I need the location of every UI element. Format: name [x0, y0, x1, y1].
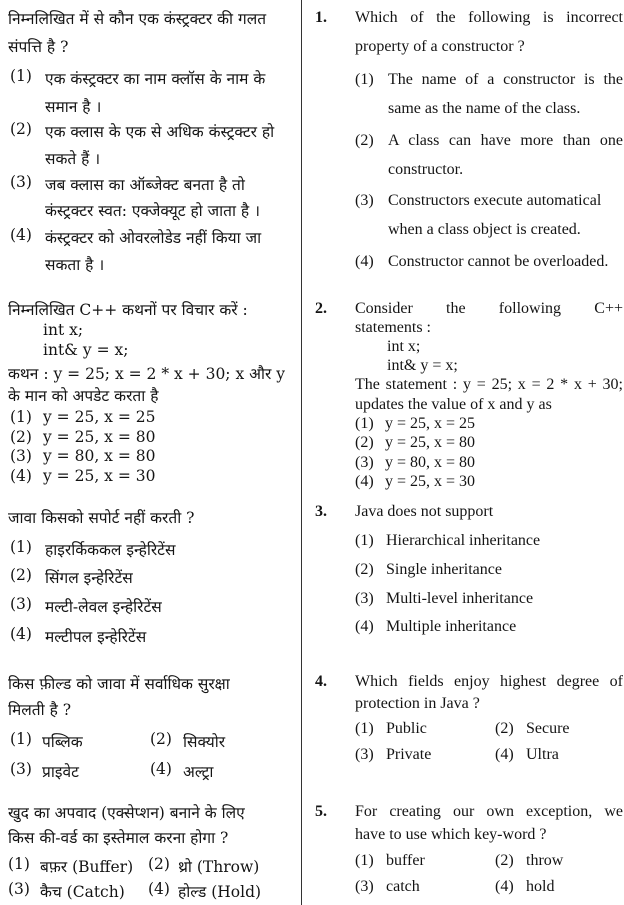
- question-stem-line: protection in Java ?: [355, 695, 480, 712]
- option-text: कंस्ट्रक्टर को ओवरलोडेड नहीं किया जा: [45, 229, 262, 247]
- option-number: (2): [495, 852, 514, 869]
- option-text: Single inheritance: [386, 561, 502, 578]
- option-number: (4): [495, 878, 514, 895]
- code-line: int& y = x;: [387, 357, 458, 374]
- question-stem-line: मिलती है ?: [8, 701, 72, 719]
- option-number: (1): [10, 67, 32, 85]
- option-text: A class can have more than one: [388, 132, 623, 149]
- option-text: जब क्लास का ऑब्जेक्ट बनता है तो: [45, 176, 245, 194]
- option-number: (2): [355, 561, 374, 578]
- option-text: Private: [386, 746, 432, 763]
- option-text: Ultra: [526, 746, 559, 763]
- option-text: Multiple inheritance: [386, 618, 517, 635]
- option-number: (1): [10, 730, 32, 748]
- option-number: (1): [355, 415, 374, 432]
- option-number: (3): [355, 590, 374, 607]
- statement-line: The statement : y = 25; x = 2 * x + 30;: [355, 376, 623, 393]
- question-stem-line: खुद का अपवाद (एक्सेप्शन) बनाने के लिए: [8, 804, 245, 822]
- code-line: int& y = x;: [43, 341, 129, 359]
- question-stem-line: Which fields enjoy highest degree of: [355, 673, 623, 690]
- option-text: y = 25, x = 30: [385, 473, 476, 490]
- option-number: (3): [10, 447, 32, 465]
- option-text: थ्रो (Throw): [178, 858, 260, 876]
- option-number: (4): [355, 618, 374, 635]
- option-text: हाइरर्किककल इन्हेरिटेंस: [45, 541, 176, 559]
- option-text: पब्लिक: [42, 733, 83, 751]
- question-stem-line: For creating our own exception, we: [355, 803, 623, 820]
- option-text: बफ़र (Buffer): [40, 858, 134, 876]
- option-number: (1): [355, 852, 374, 869]
- option-number: (1): [10, 408, 32, 426]
- option-number: (3): [8, 880, 30, 898]
- option-number: (4): [10, 226, 32, 244]
- option-text: मल्टीपल इन्हेरिटेंस: [45, 628, 147, 646]
- option-text: hold: [526, 878, 555, 895]
- statement-line: कथन : y = 25; x = 2 * x + 30; x और y: [8, 365, 286, 383]
- question-stem-line: Which of the following is incorrect: [355, 9, 623, 26]
- question-number: 1.: [315, 9, 327, 26]
- option-text: y = 25, x = 25: [385, 415, 476, 432]
- option-number: (4): [10, 625, 32, 643]
- option-text: Secure: [526, 720, 570, 737]
- option-text: सकता है ।: [45, 256, 105, 274]
- option-text: एक कंस्ट्रक्टर का नाम क्लॉस के नाम के: [45, 70, 266, 88]
- option-text: प्राइवेट: [42, 763, 79, 781]
- option-text: समान है ।: [45, 98, 102, 116]
- option-number: (3): [10, 595, 32, 613]
- english-column: [308, 0, 624, 905]
- question-stem-line: किस की-वर्ड का इस्तेमाल करना होगा ?: [8, 829, 229, 847]
- question-number: 5.: [315, 803, 327, 820]
- option-text: अल्ट्रा: [183, 763, 214, 781]
- option-text: constructor.: [388, 161, 464, 178]
- question-stem-line: property of a constructor ?: [355, 38, 525, 55]
- option-number: (4): [355, 253, 374, 270]
- statement-line: के मान को अपडेट करता है: [8, 387, 159, 405]
- option-number: (4): [10, 467, 32, 485]
- option-text: मल्टी-लेवल इन्हेरिटेंस: [45, 598, 162, 616]
- option-text: एक क्लास के एक से अधिक कंस्ट्रक्टर हो: [45, 123, 275, 141]
- option-text: कैच (Catch): [40, 883, 125, 901]
- question-stem-line: संपत्ति है ?: [8, 38, 69, 56]
- option-text: y = 80, x = 80: [43, 447, 156, 465]
- option-text: Constructor cannot be overloaded.: [388, 253, 609, 270]
- question-stem-line: have to use which key-word ?: [355, 826, 547, 843]
- option-number: (3): [10, 760, 32, 778]
- option-number: (2): [150, 730, 172, 748]
- option-text: buffer: [386, 852, 425, 869]
- option-number: (2): [10, 428, 32, 446]
- option-number: (3): [355, 192, 374, 209]
- option-text: when a class object is created.: [388, 221, 581, 238]
- option-number: (3): [355, 746, 374, 763]
- option-number: (2): [355, 434, 374, 451]
- option-number: (2): [148, 855, 170, 873]
- option-text: y = 25, x = 80: [43, 428, 156, 446]
- option-text: The name of a constructor is the: [388, 71, 623, 88]
- question-stem-line: Consider the following C++: [355, 300, 623, 317]
- option-number: (4): [495, 746, 514, 763]
- option-number: (3): [355, 878, 374, 895]
- option-text: होल्ड (Hold): [178, 883, 262, 901]
- option-number: (4): [355, 473, 374, 490]
- option-number: (1): [10, 538, 32, 556]
- code-line: int x;: [43, 321, 84, 339]
- hindi-column: [0, 0, 292, 905]
- question-stem-line: Java does not support: [355, 503, 494, 520]
- option-number: (4): [150, 760, 172, 778]
- question-number: 4.: [315, 673, 327, 690]
- option-text: सकते हैं ।: [45, 150, 101, 168]
- option-text: y = 80, x = 80: [385, 454, 476, 471]
- option-number: (2): [10, 120, 32, 138]
- option-number: (1): [355, 71, 374, 88]
- option-number: (2): [10, 566, 32, 584]
- question-number: 3.: [315, 503, 327, 520]
- option-text: Constructors execute automatical: [388, 192, 602, 209]
- column-divider: [301, 0, 302, 905]
- option-number: (3): [10, 173, 32, 191]
- option-text: same as the name of the class.: [388, 100, 581, 117]
- option-text: throw: [526, 852, 564, 869]
- option-text: catch: [386, 878, 420, 895]
- option-text: Public: [386, 720, 427, 737]
- question-stem-line: statements :: [355, 319, 431, 336]
- question-stem-line: जावा किसको सपोर्ट नहीं करती ?: [8, 509, 195, 527]
- statement-line: updates the value of x and y as: [355, 396, 552, 413]
- question-number: 2.: [315, 300, 327, 317]
- option-number: (1): [8, 855, 30, 873]
- question-stem-line: किस फ़ील्ड को जावा में सर्वाधिक सुरक्षा: [8, 675, 230, 693]
- option-text: y = 25, x = 30: [43, 467, 156, 485]
- code-line: int x;: [387, 338, 421, 355]
- question-stem-line: निम्नलिखित C++ कथनों पर विचार करें :: [8, 301, 248, 319]
- option-text: सिंगल इन्हेरिटेंस: [45, 569, 133, 587]
- option-number: (1): [355, 532, 374, 549]
- option-text: Multi-level inheritance: [386, 590, 534, 607]
- option-text: कंस्ट्रक्टर स्वत: एक्जेक्यूट हो जाता है ।: [45, 202, 260, 220]
- question-stem-line: निम्नलिखित में से कौन एक कंस्ट्रक्टर की गलत: [8, 10, 267, 28]
- option-number: (1): [355, 720, 374, 737]
- option-number: (2): [355, 132, 374, 149]
- option-number: (4): [148, 880, 170, 898]
- option-number: (3): [355, 454, 374, 471]
- option-number: (2): [495, 720, 514, 737]
- option-text: y = 25, x = 25: [43, 408, 156, 426]
- option-text: सिक्योर: [183, 733, 226, 751]
- option-text: y = 25, x = 80: [385, 434, 476, 451]
- option-text: Hierarchical inheritance: [386, 532, 541, 549]
